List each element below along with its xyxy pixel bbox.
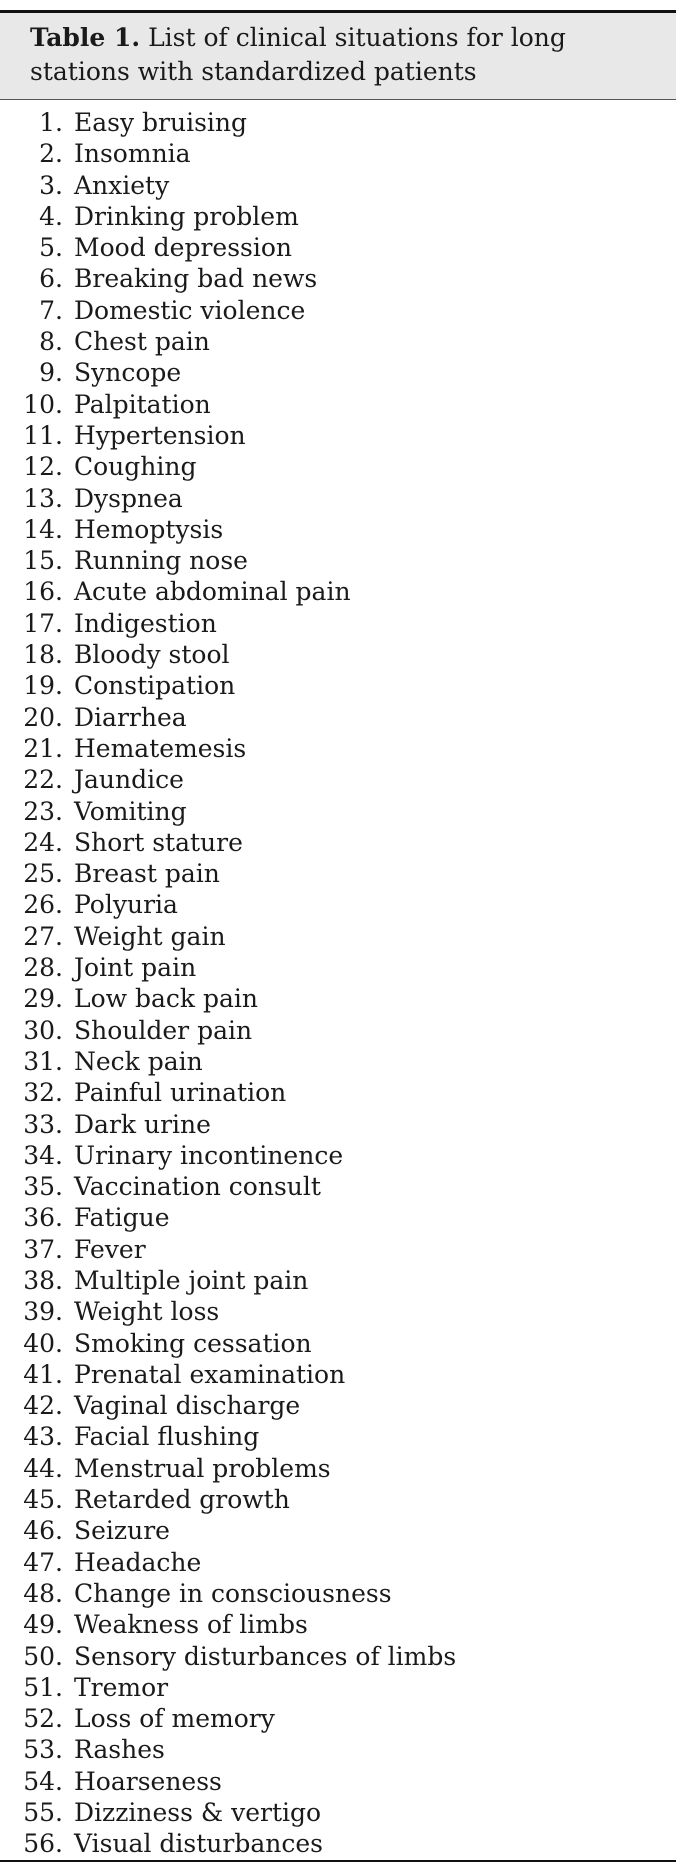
- item-text: Weight gain: [74, 921, 226, 951]
- list-item: [0, 1578, 676, 1609]
- item-text: Syncope: [74, 358, 182, 388]
- item-number: 40.: [23, 1328, 63, 1358]
- item-number: 11.: [23, 420, 63, 450]
- item-number: 41.: [23, 1359, 63, 1389]
- item-text: Shoulder pain: [74, 1015, 253, 1045]
- list-item: [0, 1140, 676, 1171]
- item-number: 3.: [39, 170, 63, 200]
- list-item: [0, 170, 676, 201]
- item-text: Domestic violence: [74, 295, 306, 325]
- item-text: Fatigue: [74, 1203, 170, 1233]
- item-text: Loss of memory: [74, 1704, 275, 1734]
- item-text: Coughing: [74, 452, 197, 482]
- item-number: 10.: [23, 389, 63, 419]
- item-text: Bloody stool: [74, 640, 230, 670]
- list-item: [0, 138, 676, 169]
- list-item: [0, 263, 676, 294]
- item-text: Dyspnea: [74, 483, 183, 513]
- item-number: 12.: [23, 452, 63, 482]
- item-text: Sensory disturbances of limbs: [74, 1641, 457, 1671]
- item-text: Anxiety: [74, 170, 170, 200]
- item-number: 43.: [23, 1422, 63, 1452]
- list-item: [0, 1609, 676, 1640]
- item-text: Dark urine: [74, 1109, 211, 1139]
- item-text: Chest pain: [74, 327, 210, 357]
- list-item: [0, 295, 676, 326]
- item-text: Running nose: [74, 546, 248, 576]
- item-text: Drinking problem: [74, 201, 299, 231]
- item-number: 39.: [23, 1297, 63, 1327]
- list-item: [0, 1015, 676, 1046]
- item-text: Hypertension: [74, 420, 246, 450]
- list-item: [0, 1703, 676, 1734]
- list-item: [0, 107, 676, 138]
- item-number: 37.: [23, 1234, 63, 1264]
- list-item: [0, 1234, 676, 1265]
- list-item: [0, 796, 676, 827]
- list-item: [0, 326, 676, 357]
- item-text: Palpitation: [74, 389, 211, 419]
- list-item: [0, 1797, 676, 1828]
- item-text: Prenatal examination: [74, 1359, 346, 1389]
- list-item: [0, 389, 676, 420]
- item-number: 19.: [23, 671, 63, 701]
- item-number: 2.: [39, 139, 63, 169]
- list-item: [0, 1766, 676, 1797]
- list-item: [0, 952, 676, 983]
- item-text: Retarded growth: [74, 1485, 290, 1515]
- item-number: 21.: [23, 733, 63, 763]
- table-title: List of clinical situations for long stations with standardized patients: [30, 23, 566, 86]
- list-item: [0, 608, 676, 639]
- list-item: [0, 1641, 676, 1672]
- item-number: 8.: [39, 327, 63, 357]
- item-text: Visual disturbances: [74, 1829, 323, 1859]
- item-number: 50.: [23, 1641, 63, 1671]
- item-number: 54.: [23, 1766, 63, 1796]
- item-number: 16.: [23, 577, 63, 607]
- list-item: [0, 483, 676, 514]
- item-text: Urinary incontinence: [74, 1140, 344, 1170]
- list-item: [0, 1515, 676, 1546]
- list-item: [0, 827, 676, 858]
- item-number: 53.: [23, 1735, 63, 1765]
- item-number: 30.: [23, 1015, 63, 1045]
- item-number: 29.: [23, 984, 63, 1014]
- list-item: [0, 1421, 676, 1452]
- list-item: [0, 1109, 676, 1140]
- item-number: 52.: [23, 1704, 63, 1734]
- item-number: 15.: [23, 546, 63, 576]
- list-item: [0, 514, 676, 545]
- list-item: [0, 1265, 676, 1296]
- bottom-rule: [0, 1860, 676, 1862]
- item-text: Insomnia: [74, 139, 191, 169]
- item-text: Fever: [74, 1234, 146, 1264]
- list-item: [0, 1328, 676, 1359]
- item-number: 13.: [23, 483, 63, 513]
- item-number: 25.: [23, 859, 63, 889]
- item-text: Indigestion: [74, 608, 217, 638]
- table-caption: [0, 13, 676, 100]
- list-item: [0, 1171, 676, 1202]
- item-text: Mood depression: [74, 233, 293, 263]
- item-text: Rashes: [74, 1735, 165, 1765]
- item-number: 55.: [23, 1798, 63, 1828]
- item-number: 14.: [23, 514, 63, 544]
- list-item: [0, 1828, 676, 1859]
- item-text: Constipation: [74, 671, 236, 701]
- item-text: Dizziness & vertigo: [74, 1798, 322, 1828]
- list-item: [0, 639, 676, 670]
- list-item: [0, 357, 676, 388]
- clinical-situations-list: [0, 107, 676, 1860]
- item-number: 49.: [23, 1610, 63, 1640]
- list-item: [0, 733, 676, 764]
- list-item: [0, 983, 676, 1014]
- item-text: Acute abdominal pain: [74, 577, 351, 607]
- item-text: Vaginal discharge: [74, 1391, 301, 1421]
- item-number: 48.: [23, 1578, 63, 1608]
- item-text: Headache: [74, 1547, 202, 1577]
- item-text: Menstrual problems: [74, 1453, 331, 1483]
- list-item: [0, 921, 676, 952]
- item-text: Hematemesis: [74, 733, 247, 763]
- list-item: [0, 420, 676, 451]
- item-number: 23.: [23, 796, 63, 826]
- item-text: Vaccination consult: [74, 1172, 321, 1202]
- item-text: Neck pain: [74, 1046, 203, 1076]
- item-text: Diarrhea: [74, 702, 187, 732]
- list-item: [0, 1077, 676, 1108]
- item-number: 42.: [23, 1391, 63, 1421]
- item-text: Easy bruising: [74, 108, 248, 137]
- item-text: Tremor: [74, 1672, 169, 1702]
- item-number: 26.: [23, 890, 63, 920]
- list-item: [0, 702, 676, 733]
- item-number: 20.: [23, 702, 63, 732]
- list-item: [0, 1390, 676, 1421]
- item-text: Short stature: [74, 827, 243, 857]
- list-item: [0, 201, 676, 232]
- list-item: [0, 1046, 676, 1077]
- item-text: Breaking bad news: [74, 264, 318, 294]
- item-text: Joint pain: [74, 953, 197, 983]
- list-item: [0, 1453, 676, 1484]
- item-number: 56.: [23, 1829, 63, 1859]
- item-text: Polyuria: [74, 890, 178, 920]
- item-number: 24.: [23, 827, 63, 857]
- item-number: 31.: [23, 1046, 63, 1076]
- item-text: Hemoptysis: [74, 514, 224, 544]
- item-number: 32.: [23, 1078, 63, 1108]
- item-number: 17.: [23, 608, 63, 638]
- list-item: [0, 576, 676, 607]
- list-item: [0, 545, 676, 576]
- list-item: [0, 1547, 676, 1578]
- item-text: Painful urination: [74, 1078, 287, 1108]
- list-item: [0, 1202, 676, 1233]
- list-item: [0, 889, 676, 920]
- item-number: 27.: [23, 921, 63, 951]
- list-item: [0, 1359, 676, 1390]
- list-item: [0, 1296, 676, 1327]
- item-text: Smoking cessation: [74, 1328, 312, 1358]
- item-number: 47.: [23, 1547, 63, 1577]
- list-item: [0, 764, 676, 795]
- item-number: 5.: [39, 233, 63, 263]
- item-number: 7.: [39, 295, 63, 325]
- list-item: [0, 670, 676, 701]
- list-item: [0, 1484, 676, 1515]
- list-item: [0, 1734, 676, 1765]
- item-text: Seizure: [74, 1516, 170, 1546]
- item-number: 28.: [23, 953, 63, 983]
- item-text: Facial flushing: [74, 1422, 260, 1452]
- item-number: 6.: [39, 264, 63, 294]
- table-label: Table 1.: [30, 23, 141, 52]
- item-text: Weakness of limbs: [74, 1610, 308, 1640]
- item-number: 44.: [23, 1453, 63, 1483]
- item-text: Hoarseness: [74, 1766, 222, 1796]
- item-number: 9.: [39, 358, 63, 388]
- item-number: 1.: [39, 108, 63, 137]
- item-number: 34.: [23, 1140, 63, 1170]
- list-item: [0, 232, 676, 263]
- list-item: [0, 858, 676, 889]
- item-text: Multiple joint pain: [74, 1265, 309, 1295]
- item-text: Weight loss: [74, 1297, 220, 1327]
- item-number: 36.: [23, 1203, 63, 1233]
- item-number: 33.: [23, 1109, 63, 1139]
- item-number: 18.: [23, 640, 63, 670]
- table-1: [0, 10, 676, 1860]
- item-number: 45.: [23, 1485, 63, 1515]
- item-text: Change in consciousness: [74, 1578, 392, 1608]
- list-item: [0, 451, 676, 482]
- item-text: Low back pain: [74, 984, 259, 1014]
- item-number: 4.: [39, 201, 63, 231]
- list-item: [0, 1672, 676, 1703]
- item-number: 46.: [23, 1516, 63, 1546]
- item-number: 38.: [23, 1265, 63, 1295]
- item-text: Vomiting: [74, 796, 187, 826]
- item-number: 22.: [23, 765, 63, 795]
- item-text: Breast pain: [74, 859, 220, 889]
- item-text: Jaundice: [74, 765, 184, 795]
- item-number: 35.: [23, 1172, 63, 1202]
- item-number: 51.: [23, 1672, 63, 1702]
